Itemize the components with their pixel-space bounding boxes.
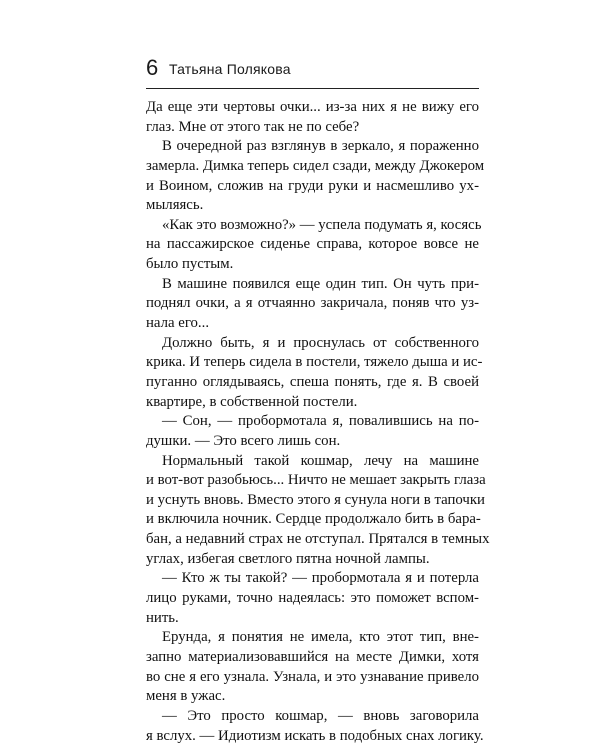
- text-line: во сне я его узнала. Узнала, и это узнавание привело: [146, 668, 479, 685]
- text-line: квартире, в собственной постели.: [146, 393, 358, 410]
- text-line: Ерунда, я понятия не имела, кто этот тип, вне-: [162, 629, 479, 646]
- text-line: меня в ужас.: [146, 688, 226, 705]
- text-line: — Это просто кошмар, — вновь заговорила: [162, 707, 479, 724]
- text-line: глаз. Мне от этого так не по себе?: [146, 118, 360, 135]
- text-line: нить.: [146, 609, 179, 626]
- text-line: поднял очки, а я отчаянно закричала, поняв что уз-: [146, 295, 479, 312]
- text-line: В машине появился еще один тип. Он чуть при-: [162, 275, 479, 292]
- text-line: В очередной раз взглянув в зеркало, я пораженно: [162, 138, 479, 155]
- page-number: 6: [146, 55, 159, 80]
- text-line: на пассажирское сиденье справа, которое вовсе не: [146, 236, 479, 253]
- text-line: было пустым.: [146, 256, 234, 273]
- text-line: лицо руками, точно надеялась: это поможет вспом-: [146, 590, 479, 607]
- text-line: я вслух. — Идиотизм искать в подобных снах логику.: [146, 727, 484, 744]
- body-text: [146, 98, 490, 746]
- text-line: замерла. Димка теперь сидел сзади, между Джокером: [146, 157, 485, 174]
- text-line: крика. И теперь сидела в постели, тяжело дыша и ис-: [146, 354, 483, 371]
- text-line: Должно быть, я и проснулась от собственного: [162, 334, 479, 351]
- text-line: и Воином, сложив на груди руки и насмешливо ух-: [146, 177, 479, 194]
- text-line: душки. — Это всего лишь сон.: [146, 432, 341, 449]
- text-line: и уснуть вновь. Вместо этого я сунула ноги в тапочки: [146, 491, 485, 508]
- text-line: мыляясь.: [146, 197, 204, 214]
- text-line: и включила ночник. Сердце продолжало бить в бара-: [146, 511, 481, 528]
- header-divider: [146, 88, 479, 89]
- text-line: углах, избегая светлого пятна ночной лампы.: [146, 550, 430, 567]
- text-line: «Как это возможно?» — успела подумать я, косясь: [162, 216, 482, 233]
- running-header: [146, 55, 479, 85]
- text-line: запно материализовавшийся на месте Димки, хотя: [146, 648, 479, 665]
- text-line: Нормальный такой кошмар, лечу на машине: [162, 452, 479, 469]
- text-line: пуганно оглядываясь, спеша понять, где я. В своей: [146, 373, 479, 390]
- text-line: Да еще эти чертовы очки... из-за них я не вижу его: [146, 99, 479, 115]
- text-line: — Сон, — пробормотала я, повалившись на по-: [162, 413, 479, 430]
- author-name: Татьяна Полякова: [169, 61, 291, 77]
- text-line: бан, а недавний страх не отступал. Прятался в темных: [146, 531, 490, 548]
- text-line: и вот-вот разобьюсь... Ничто не мешает закрыть глаза: [146, 472, 486, 489]
- text-line: нала его...: [146, 315, 210, 332]
- text-line: — Кто ж ты такой? — пробормотала я и потерла: [162, 570, 479, 587]
